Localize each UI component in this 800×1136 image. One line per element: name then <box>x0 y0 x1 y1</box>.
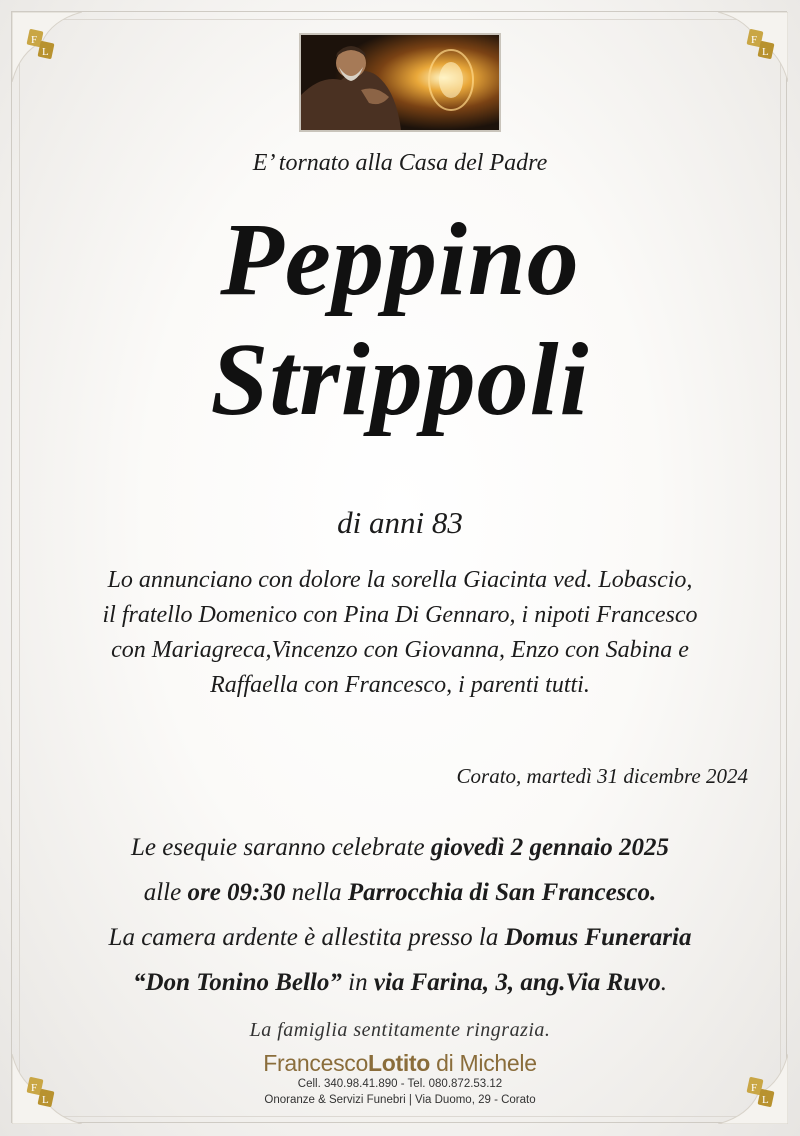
contact-phones: Cell. 340.98.41.890 - Tel. 080.872.53.12 <box>297 1078 503 1090</box>
thanks-line: La famiglia sentitamente ringrazia. <box>249 1019 551 1041</box>
intro-line: E’ tornato alla Casa del Padre <box>252 150 548 176</box>
announcement-line: Lo annunciano con dolore la sorella Giacinta ved. Lobascio, <box>107 567 693 593</box>
funeral-home-brand: FrancescoLotito di Michele <box>263 1050 537 1076</box>
corner-logo-icon <box>718 12 788 82</box>
logo-letter-f: F <box>31 34 38 46</box>
funeral-line-3: La camera ardente è allestita presso la Domus Funeraria <box>108 924 692 951</box>
logo-letter-f: F <box>31 1082 38 1094</box>
logo-letter-l: L <box>762 1094 769 1106</box>
deceased-last-name: Strippoli <box>210 322 590 437</box>
corner-logo-icon <box>12 12 82 82</box>
announcement-block <box>0 563 800 703</box>
logo-letter-l: L <box>42 46 49 58</box>
logo-letter-f: F <box>751 1082 758 1094</box>
announcement-line: con Mariagreca,Vincenzo con Giovanna, Enzo con Sabina e <box>111 637 689 663</box>
funeral-line-4: “Don Tonino Bello” in via Farina, 3, ang.Via Ruvo. <box>133 969 667 996</box>
logo-letter-l: L <box>42 1094 49 1106</box>
funeral-details <box>0 825 800 1005</box>
funeral-line-1: Le esequie saranno celebrate giovedì 2 gennaio 2025 <box>130 834 670 861</box>
logo-letter-f: F <box>751 34 758 46</box>
place-date: Corato, martedì 31 dicembre 2024 <box>456 764 748 788</box>
funeral-home-address: Onoranze & Servizi Funebri | Via Duomo, 29 - Corato <box>264 1094 536 1106</box>
announcement-line: il fratello Domenico con Pina Di Gennaro, i nipoti Francesco <box>102 602 698 628</box>
age-line: di anni 83 <box>337 505 463 540</box>
devotional-image <box>299 33 501 132</box>
funeral-line-2: alle ore 09:30 nella Parrocchia di San Francesco. <box>143 879 657 906</box>
deceased-first-name: Peppino <box>220 202 580 317</box>
logo-letter-l: L <box>762 46 769 58</box>
announcement-line: Raffaella con Francesco, i parenti tutti. <box>210 672 590 698</box>
